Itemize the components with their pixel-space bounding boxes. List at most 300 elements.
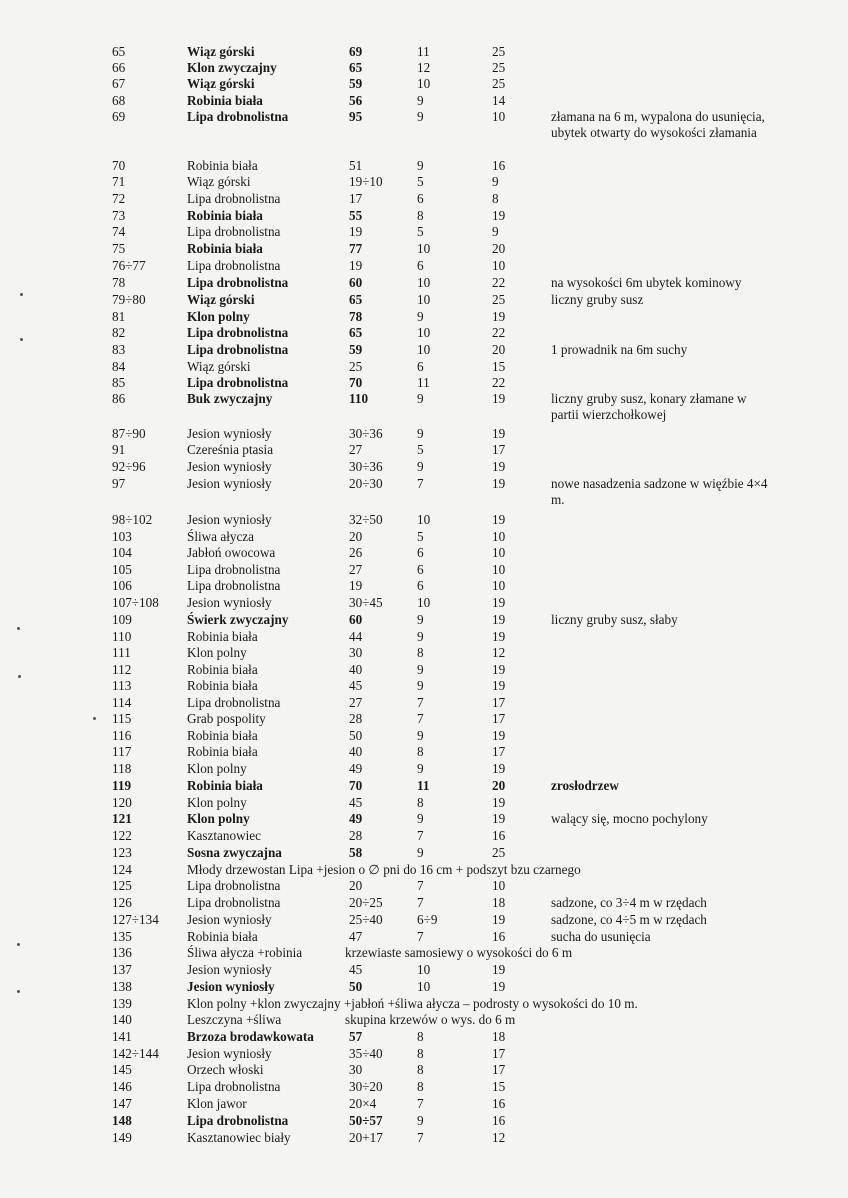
tree-number: 68 (112, 93, 126, 108)
tree-number: 135 (112, 929, 132, 944)
species-name: Robinia biała (187, 778, 263, 793)
tree-height: 5 (417, 529, 424, 544)
crown-width: 19 (492, 459, 506, 474)
remarks: liczny gruby susz (551, 292, 644, 307)
crown-width: 16 (492, 828, 506, 843)
species-name: Robinia biała (187, 208, 263, 223)
species-name: Jesion wyniosły (187, 912, 272, 927)
scan-mark (18, 675, 21, 678)
tree-height: 9 (417, 426, 424, 441)
trunk-circumference: 35÷40 (349, 1046, 383, 1061)
scan-mark (20, 293, 23, 296)
tree-height: 9 (417, 629, 424, 644)
tree-number: 71 (112, 174, 126, 189)
trunk-circumference: 40 (349, 662, 363, 677)
tree-number: 107÷108 (112, 595, 159, 610)
tree-number: 79÷80 (112, 292, 146, 307)
tree-number: 117 (112, 744, 132, 759)
crown-width: 19 (492, 678, 506, 693)
species-name: Robinia biała (187, 744, 258, 759)
tree-number: 137 (112, 962, 132, 977)
trunk-circumference: 60 (349, 612, 363, 627)
crown-width: 19 (492, 512, 506, 527)
species-name: Jesion wyniosły (187, 1046, 272, 1061)
trunk-circumference: 20+17 (349, 1130, 383, 1145)
tree-height: 7 (417, 695, 424, 710)
crown-width: 10 (492, 578, 506, 593)
crown-width: 19 (492, 761, 506, 776)
tree-height: 9 (417, 662, 424, 677)
trunk-circumference: 20÷30 (349, 476, 383, 491)
species-name: Czereśnia ptasia (187, 442, 274, 457)
crown-width: 17 (492, 744, 506, 759)
crown-width: 10 (492, 562, 506, 577)
tree-number: 140 (112, 1012, 132, 1027)
tree-height: 6 (417, 359, 424, 374)
crown-width: 16 (492, 158, 506, 173)
tree-number: 119 (112, 778, 132, 793)
trunk-circumference: 30 (349, 645, 363, 660)
species-name: Wiąz górski (187, 174, 251, 189)
tree-number: 109 (112, 612, 132, 627)
crown-width: 19 (492, 979, 506, 994)
tree-number: 147 (112, 1096, 132, 1111)
crown-width: 25 (492, 845, 506, 860)
tree-number: 91 (112, 442, 126, 457)
crown-width: 10 (492, 109, 506, 124)
scan-mark (17, 943, 20, 946)
species-name: Buk zwyczajny (187, 391, 273, 406)
tree-height: 10 (417, 292, 431, 307)
tree-height: 9 (417, 93, 424, 108)
crown-width: 10 (492, 545, 506, 560)
trunk-circumference: 59 (349, 342, 363, 357)
tree-height: 8 (417, 795, 424, 810)
trunk-circumference: 56 (349, 93, 363, 108)
tree-number: 145 (112, 1062, 132, 1077)
tree-height: 6 (417, 191, 424, 206)
tree-height: 9 (417, 761, 424, 776)
crown-width: 19 (492, 476, 506, 491)
species-name: Jesion wyniosły (187, 962, 272, 977)
trunk-circumference: 20÷25 (349, 895, 383, 910)
trunk-circumference: 45 (349, 678, 363, 693)
crown-width: 10 (492, 258, 506, 273)
species-name: Jesion wyniosły (187, 459, 272, 474)
species-name: Sosna zwyczajna (187, 845, 282, 860)
tree-height: 11 (417, 778, 430, 793)
tree-height: 6 (417, 562, 424, 577)
crown-width: 10 (492, 529, 506, 544)
species-name: Robinia biała (187, 629, 258, 644)
crown-width: 17 (492, 711, 506, 726)
species-name: Lipa drobnolistna (187, 895, 281, 910)
tree-height: 7 (417, 476, 424, 491)
tree-number: 121 (112, 811, 132, 826)
species-name: Lipa drobnolistna (187, 342, 289, 357)
tree-number: 115 (112, 711, 132, 726)
species-name: Lipa drobnolistna (187, 275, 289, 290)
species-name: Lipa drobnolistna (187, 375, 289, 390)
species-name: Orzech włoski (187, 1062, 264, 1077)
crown-width: 16 (492, 1113, 506, 1128)
crown-width: 12 (492, 1130, 506, 1145)
tree-height: 6÷9 (417, 912, 438, 927)
tree-number: 146 (112, 1079, 132, 1094)
species-name: Klon jawor (187, 1096, 247, 1111)
tree-number: 106 (112, 578, 132, 593)
crown-width: 20 (492, 241, 506, 256)
species-name: Lipa drobnolistna (187, 1079, 281, 1094)
tree-height: 7 (417, 895, 424, 910)
tree-height: 6 (417, 545, 424, 560)
tree-number: 65 (112, 44, 126, 59)
species-name: Jesion wyniosły (187, 595, 272, 610)
crown-width: 25 (492, 44, 506, 59)
tree-height: 10 (417, 979, 431, 994)
species-name: Lipa drobnolistna (187, 878, 281, 893)
trunk-circumference: 27 (349, 562, 363, 577)
species-name: Śliwa ałycza (187, 529, 255, 544)
tree-height: 11 (417, 375, 430, 390)
species-name: Robinia biała (187, 929, 258, 944)
scan-mark (17, 990, 20, 993)
species-name: Klon zwyczajny (187, 60, 277, 75)
species-name: Śliwa ałycza +robinia (187, 945, 303, 960)
tree-height: 10 (417, 241, 431, 256)
species-name: Klon polny (187, 795, 247, 810)
crown-width: 17 (492, 695, 506, 710)
trunk-circumference: 28 (349, 711, 363, 726)
tree-number: 85 (112, 375, 126, 390)
tree-height: 5 (417, 174, 424, 189)
species-name: Lipa drobnolistna (187, 695, 281, 710)
species-name: Lipa drobnolistna (187, 191, 281, 206)
trunk-circumference: 19 (349, 258, 363, 273)
scan-mark (20, 338, 23, 341)
tree-number: 78 (112, 275, 126, 290)
tree-height: 9 (417, 109, 424, 124)
tree-height: 7 (417, 929, 424, 944)
trunk-circumference: 19 (349, 578, 363, 593)
crown-width: 12 (492, 645, 506, 660)
tree-number: 126 (112, 895, 132, 910)
tree-height: 10 (417, 595, 431, 610)
tree-number: 83 (112, 342, 126, 357)
species-name: Kasztanowiec (187, 828, 261, 843)
tree-number: 114 (112, 695, 132, 710)
trunk-circumference: 95 (349, 109, 363, 124)
tree-number: 123 (112, 845, 132, 860)
tree-height: 9 (417, 811, 424, 826)
trunk-circumference: 55 (349, 208, 363, 223)
tree-height: 6 (417, 258, 424, 273)
tree-number: 148 (112, 1113, 132, 1128)
tree-number: 67 (112, 76, 126, 91)
trunk-circumference: 27 (349, 442, 363, 457)
tree-number: 75 (112, 241, 126, 256)
tree-number: 86 (112, 391, 126, 406)
row-description: krzewiaste samosiewy o wysokości do 6 m (345, 945, 573, 960)
tree-number: 138 (112, 979, 132, 994)
tree-height: 9 (417, 158, 424, 173)
tree-height: 7 (417, 711, 424, 726)
tree-height: 9 (417, 391, 424, 406)
species-name: Świerk zwyczajny (187, 612, 289, 627)
tree-number: 105 (112, 562, 132, 577)
remarks: sucha do usunięcia (551, 929, 651, 944)
species-name: Robinia biała (187, 158, 258, 173)
species-name: Lipa drobnolistna (187, 109, 289, 124)
trunk-circumference: 30÷20 (349, 1079, 383, 1094)
species-name: Wiąz górski (187, 44, 255, 59)
species-name: Wiąz górski (187, 359, 251, 374)
species-name: Klon polny (187, 645, 247, 660)
crown-width: 15 (492, 1079, 506, 1094)
tree-height: 10 (417, 962, 431, 977)
crown-width: 10 (492, 878, 506, 893)
crown-width: 17 (492, 1062, 506, 1077)
species-name: Jesion wyniosły (187, 979, 275, 994)
tree-height: 9 (417, 1113, 424, 1128)
crown-width: 9 (492, 224, 499, 239)
trunk-circumference: 60 (349, 275, 363, 290)
crown-width: 22 (492, 325, 506, 340)
species-name: Lipa drobnolistna (187, 258, 281, 273)
trunk-circumference: 49 (349, 811, 363, 826)
trunk-circumference: 17 (349, 191, 363, 206)
crown-width: 18 (492, 895, 506, 910)
trunk-circumference: 44 (349, 629, 363, 644)
scan-mark (93, 717, 96, 720)
species-name: Jabłoń owocowa (187, 545, 276, 560)
tree-number: 111 (112, 645, 131, 660)
tree-number: 81 (112, 309, 126, 324)
trunk-circumference: 20×4 (349, 1096, 377, 1111)
remarks: na wysokości 6m ubytek kominowy (551, 275, 742, 290)
crown-width: 19 (492, 662, 506, 677)
trunk-circumference: 40 (349, 744, 363, 759)
trunk-circumference: 19 (349, 224, 363, 239)
crown-width: 17 (492, 442, 506, 457)
tree-number: 142÷144 (112, 1046, 159, 1061)
trunk-circumference: 47 (349, 929, 363, 944)
species-name: Robinia biała (187, 728, 258, 743)
crown-width: 8 (492, 191, 499, 206)
crown-width: 19 (492, 811, 506, 826)
tree-height: 8 (417, 1079, 424, 1094)
tree-number: 82 (112, 325, 126, 340)
tree-height: 11 (417, 44, 430, 59)
species-name: Robinia biała (187, 241, 263, 256)
species-name: Lipa drobnolistna (187, 562, 281, 577)
crown-width: 16 (492, 929, 506, 944)
trunk-circumference: 30÷36 (349, 426, 383, 441)
crown-width: 19 (492, 426, 506, 441)
crown-width: 14 (492, 93, 506, 108)
trunk-circumference: 77 (349, 241, 363, 256)
tree-height: 7 (417, 1096, 424, 1111)
trunk-circumference: 19÷10 (349, 174, 383, 189)
trunk-circumference: 32÷50 (349, 512, 383, 527)
species-name: Kasztanowiec biały (187, 1130, 291, 1145)
trunk-circumference: 20 (349, 529, 363, 544)
tree-number: 72 (112, 191, 126, 206)
tree-height: 10 (417, 275, 431, 290)
crown-width: 25 (492, 76, 506, 91)
crown-width: 18 (492, 1029, 506, 1044)
crown-width: 9 (492, 174, 499, 189)
trunk-circumference: 50 (349, 728, 363, 743)
tree-number: 103 (112, 529, 132, 544)
trunk-circumference: 26 (349, 545, 363, 560)
crown-width: 19 (492, 962, 506, 977)
tree-number: 70 (112, 158, 126, 173)
tree-height: 8 (417, 744, 424, 759)
species-name: Robinia biała (187, 662, 258, 677)
species-name: Jesion wyniosły (187, 476, 272, 491)
trunk-circumference: 59 (349, 76, 363, 91)
tree-height: 7 (417, 828, 424, 843)
trunk-circumference: 70 (349, 375, 363, 390)
trunk-circumference: 65 (349, 60, 363, 75)
trunk-circumference: 65 (349, 325, 363, 340)
trunk-circumference: 50 (349, 979, 363, 994)
tree-number: 122 (112, 828, 132, 843)
tree-height: 7 (417, 1130, 424, 1145)
trunk-circumference: 78 (349, 309, 363, 324)
tree-height: 9 (417, 678, 424, 693)
trunk-circumference: 110 (349, 391, 369, 406)
remarks: liczny gruby susz, konary złamane w partii wierzchołkowej (551, 391, 747, 422)
trunk-circumference: 65 (349, 292, 363, 307)
trunk-circumference: 20 (349, 878, 363, 893)
tree-number: 149 (112, 1130, 132, 1145)
trunk-circumference: 57 (349, 1029, 363, 1044)
crown-width: 19 (492, 309, 506, 324)
remarks: złamana na 6 m, wypalona do usunięcia, ubytek otwarty do wysokości złamania (551, 109, 765, 140)
trunk-circumference: 30 (349, 1062, 363, 1077)
tree-number: 66 (112, 60, 126, 75)
tree-height: 8 (417, 645, 424, 660)
tree-number: 124 (112, 862, 132, 877)
tree-height: 6 (417, 578, 424, 593)
species-name: Lipa drobnolistna (187, 578, 281, 593)
trunk-circumference: 45 (349, 962, 363, 977)
trunk-circumference: 70 (349, 778, 363, 793)
remarks: sadzone, co 3÷4 m w rzędach (551, 895, 707, 910)
tree-height: 9 (417, 309, 424, 324)
crown-width: 19 (492, 391, 506, 406)
crown-width: 20 (492, 778, 506, 793)
species-name: Lipa drobnolistna (187, 325, 289, 340)
remarks: liczny gruby susz, słaby (551, 612, 678, 627)
species-name: Lipa drobnolistna (187, 224, 281, 239)
tree-number: 110 (112, 629, 132, 644)
tree-height: 9 (417, 612, 424, 627)
species-name: Robinia biała (187, 678, 258, 693)
tree-number: 69 (112, 109, 126, 124)
crown-width: 22 (492, 375, 506, 390)
tree-height: 9 (417, 459, 424, 474)
crown-width: 19 (492, 595, 506, 610)
crown-width: 20 (492, 342, 506, 357)
tree-height: 5 (417, 224, 424, 239)
species-name: Robinia biała (187, 93, 263, 108)
tree-height: 10 (417, 325, 431, 340)
row-description: skupina krzewów o wys. do 6 m (345, 1012, 516, 1027)
crown-width: 19 (492, 629, 506, 644)
tree-number: 98÷102 (112, 512, 153, 527)
tree-height: 10 (417, 342, 431, 357)
trunk-circumference: 25÷40 (349, 912, 383, 927)
trunk-circumference: 58 (349, 845, 363, 860)
species-name: Klon polny (187, 761, 247, 776)
trunk-circumference: 30÷45 (349, 595, 383, 610)
species-name: Grab pospolity (187, 711, 266, 726)
species-name: Klon polny (187, 811, 250, 826)
tree-height: 10 (417, 76, 431, 91)
tree-number: 141 (112, 1029, 132, 1044)
tree-number: 97 (112, 476, 126, 491)
tree-height: 7 (417, 878, 424, 893)
remarks: sadzone, co 4÷5 m w rzędach (551, 912, 707, 927)
tree-number: 139 (112, 996, 132, 1011)
tree-height: 10 (417, 512, 431, 527)
crown-width: 19 (492, 912, 506, 927)
tree-height: 12 (417, 60, 431, 75)
tree-number: 112 (112, 662, 132, 677)
tree-number: 125 (112, 878, 132, 893)
crown-width: 25 (492, 292, 506, 307)
trunk-circumference: 49 (349, 761, 363, 776)
species-name: Klon polny (187, 309, 250, 324)
tree-height: 9 (417, 728, 424, 743)
species-name: Leszczyna +śliwa (187, 1012, 282, 1027)
scan-mark (17, 627, 20, 630)
remarks: zrosłodrzew (551, 778, 619, 793)
tree-number: 120 (112, 795, 132, 810)
trunk-circumference: 27 (349, 695, 363, 710)
species-name: Brzoza brodawkowata (187, 1029, 314, 1044)
trunk-circumference: 50÷57 (349, 1113, 383, 1128)
tree-number: 113 (112, 678, 132, 693)
tree-height: 8 (417, 1062, 424, 1077)
tree-height: 5 (417, 442, 424, 457)
remarks: walący się, mocno pochylony (551, 811, 708, 826)
tree-number: 118 (112, 761, 132, 776)
trunk-circumference: 28 (349, 828, 363, 843)
remarks: nowe nasadzenia sadzone w więźbie 4×4 m. (551, 476, 768, 507)
species-name: Wiąz górski (187, 292, 255, 307)
trunk-circumference: 51 (349, 158, 363, 173)
crown-width: 19 (492, 208, 506, 223)
row-description: Młody drzewostan Lipa +jesion o ∅ pni do 16 cm + podszyt bzu czarnego (187, 862, 581, 877)
tree-height: 8 (417, 208, 424, 223)
tree-height: 9 (417, 845, 424, 860)
crown-width: 25 (492, 60, 506, 75)
tree-number: 127÷134 (112, 912, 159, 927)
tree-number: 73 (112, 208, 126, 223)
tree-number: 136 (112, 945, 132, 960)
crown-width: 17 (492, 1046, 506, 1061)
trunk-circumference: 69 (349, 44, 363, 59)
tree-number: 104 (112, 545, 132, 560)
species-name: Jesion wyniosły (187, 512, 272, 527)
crown-width: 19 (492, 612, 506, 627)
tree-number: 92÷96 (112, 459, 146, 474)
tree-height: 8 (417, 1046, 424, 1061)
